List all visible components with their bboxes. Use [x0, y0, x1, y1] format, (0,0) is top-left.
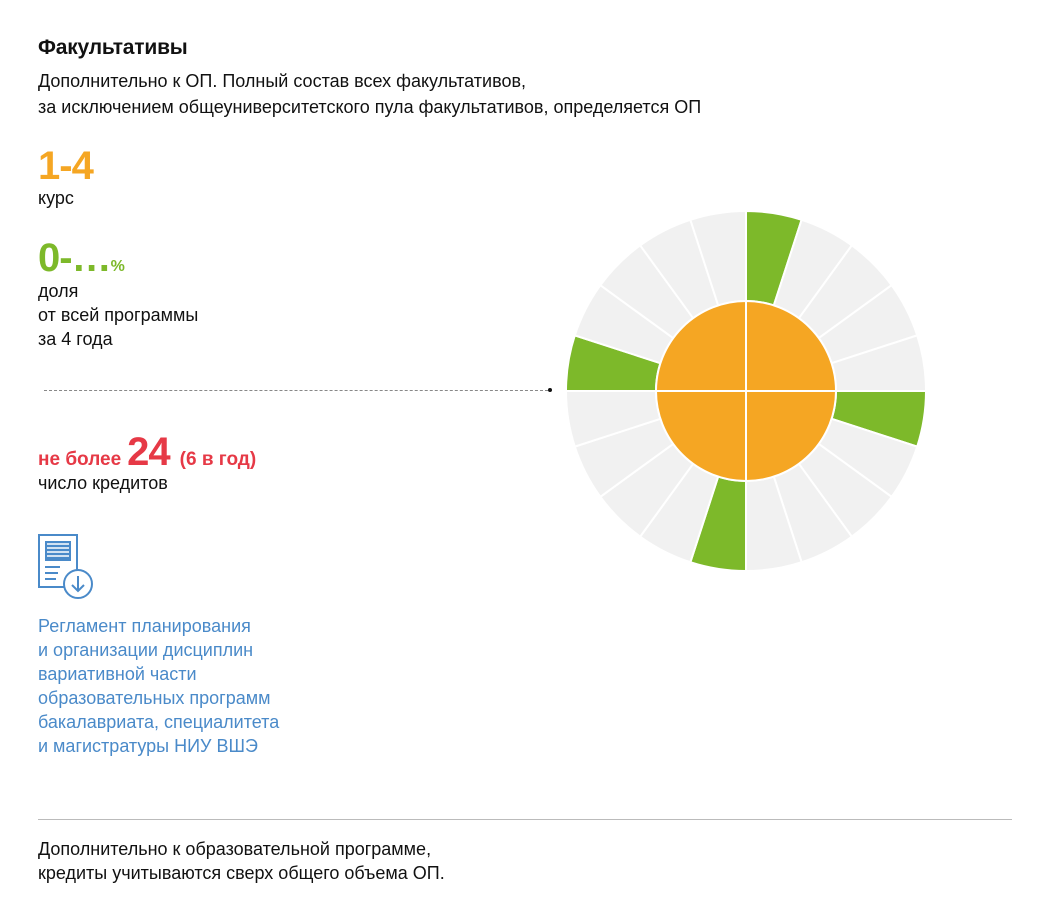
- connector-dot: [548, 388, 552, 392]
- document-link-line: Регламент планирования: [38, 616, 251, 636]
- share-label-line: за 4 года: [38, 329, 113, 349]
- course-value: 1-4: [38, 144, 93, 188]
- page-title: Факультативы: [38, 36, 188, 59]
- share-label-line: от всей программы: [38, 305, 199, 325]
- footer-note: [38, 837, 445, 885]
- dashed-connector: [44, 390, 548, 391]
- document-link-line: бакалавриата, специалитета: [38, 712, 280, 732]
- share-unit: %: [110, 258, 125, 275]
- document-download-icon[interactable]: [38, 534, 96, 604]
- subtitle-line: Дополнительно к ОП. Полный состав всех факультативов,: [38, 71, 527, 91]
- credits-label: число кредитов: [38, 473, 168, 493]
- footer-line: Дополнительно к образовательной программе,: [38, 839, 432, 859]
- document-link[interactable]: [38, 614, 279, 758]
- document-link-line: образовательных программ: [38, 688, 271, 708]
- document-link-line: и организации дисциплин: [38, 640, 254, 660]
- share-number: 0-…: [38, 236, 111, 280]
- share-label: [38, 279, 198, 351]
- footer-divider: [38, 819, 1012, 820]
- course-label: курс: [38, 188, 74, 208]
- document-link-line: и магистратуры НИУ ВШЭ: [38, 736, 258, 756]
- subtitle-line: за исключением общеуниверситетского пула факультативов, определяется ОП: [38, 97, 702, 117]
- credits-suffix: (6 в год): [179, 449, 257, 470]
- document-link-line: вариативной части: [38, 664, 197, 684]
- share-label-line: доля: [38, 281, 79, 301]
- credits-prefix: не более: [38, 449, 122, 470]
- elective-wheel-diagram: [556, 201, 936, 581]
- page-subtitle: [38, 68, 701, 120]
- footer-line: кредиты учитываются сверх общего объема ОП.: [38, 863, 445, 883]
- credits-number: 24: [127, 430, 170, 474]
- credits-value: [38, 430, 256, 475]
